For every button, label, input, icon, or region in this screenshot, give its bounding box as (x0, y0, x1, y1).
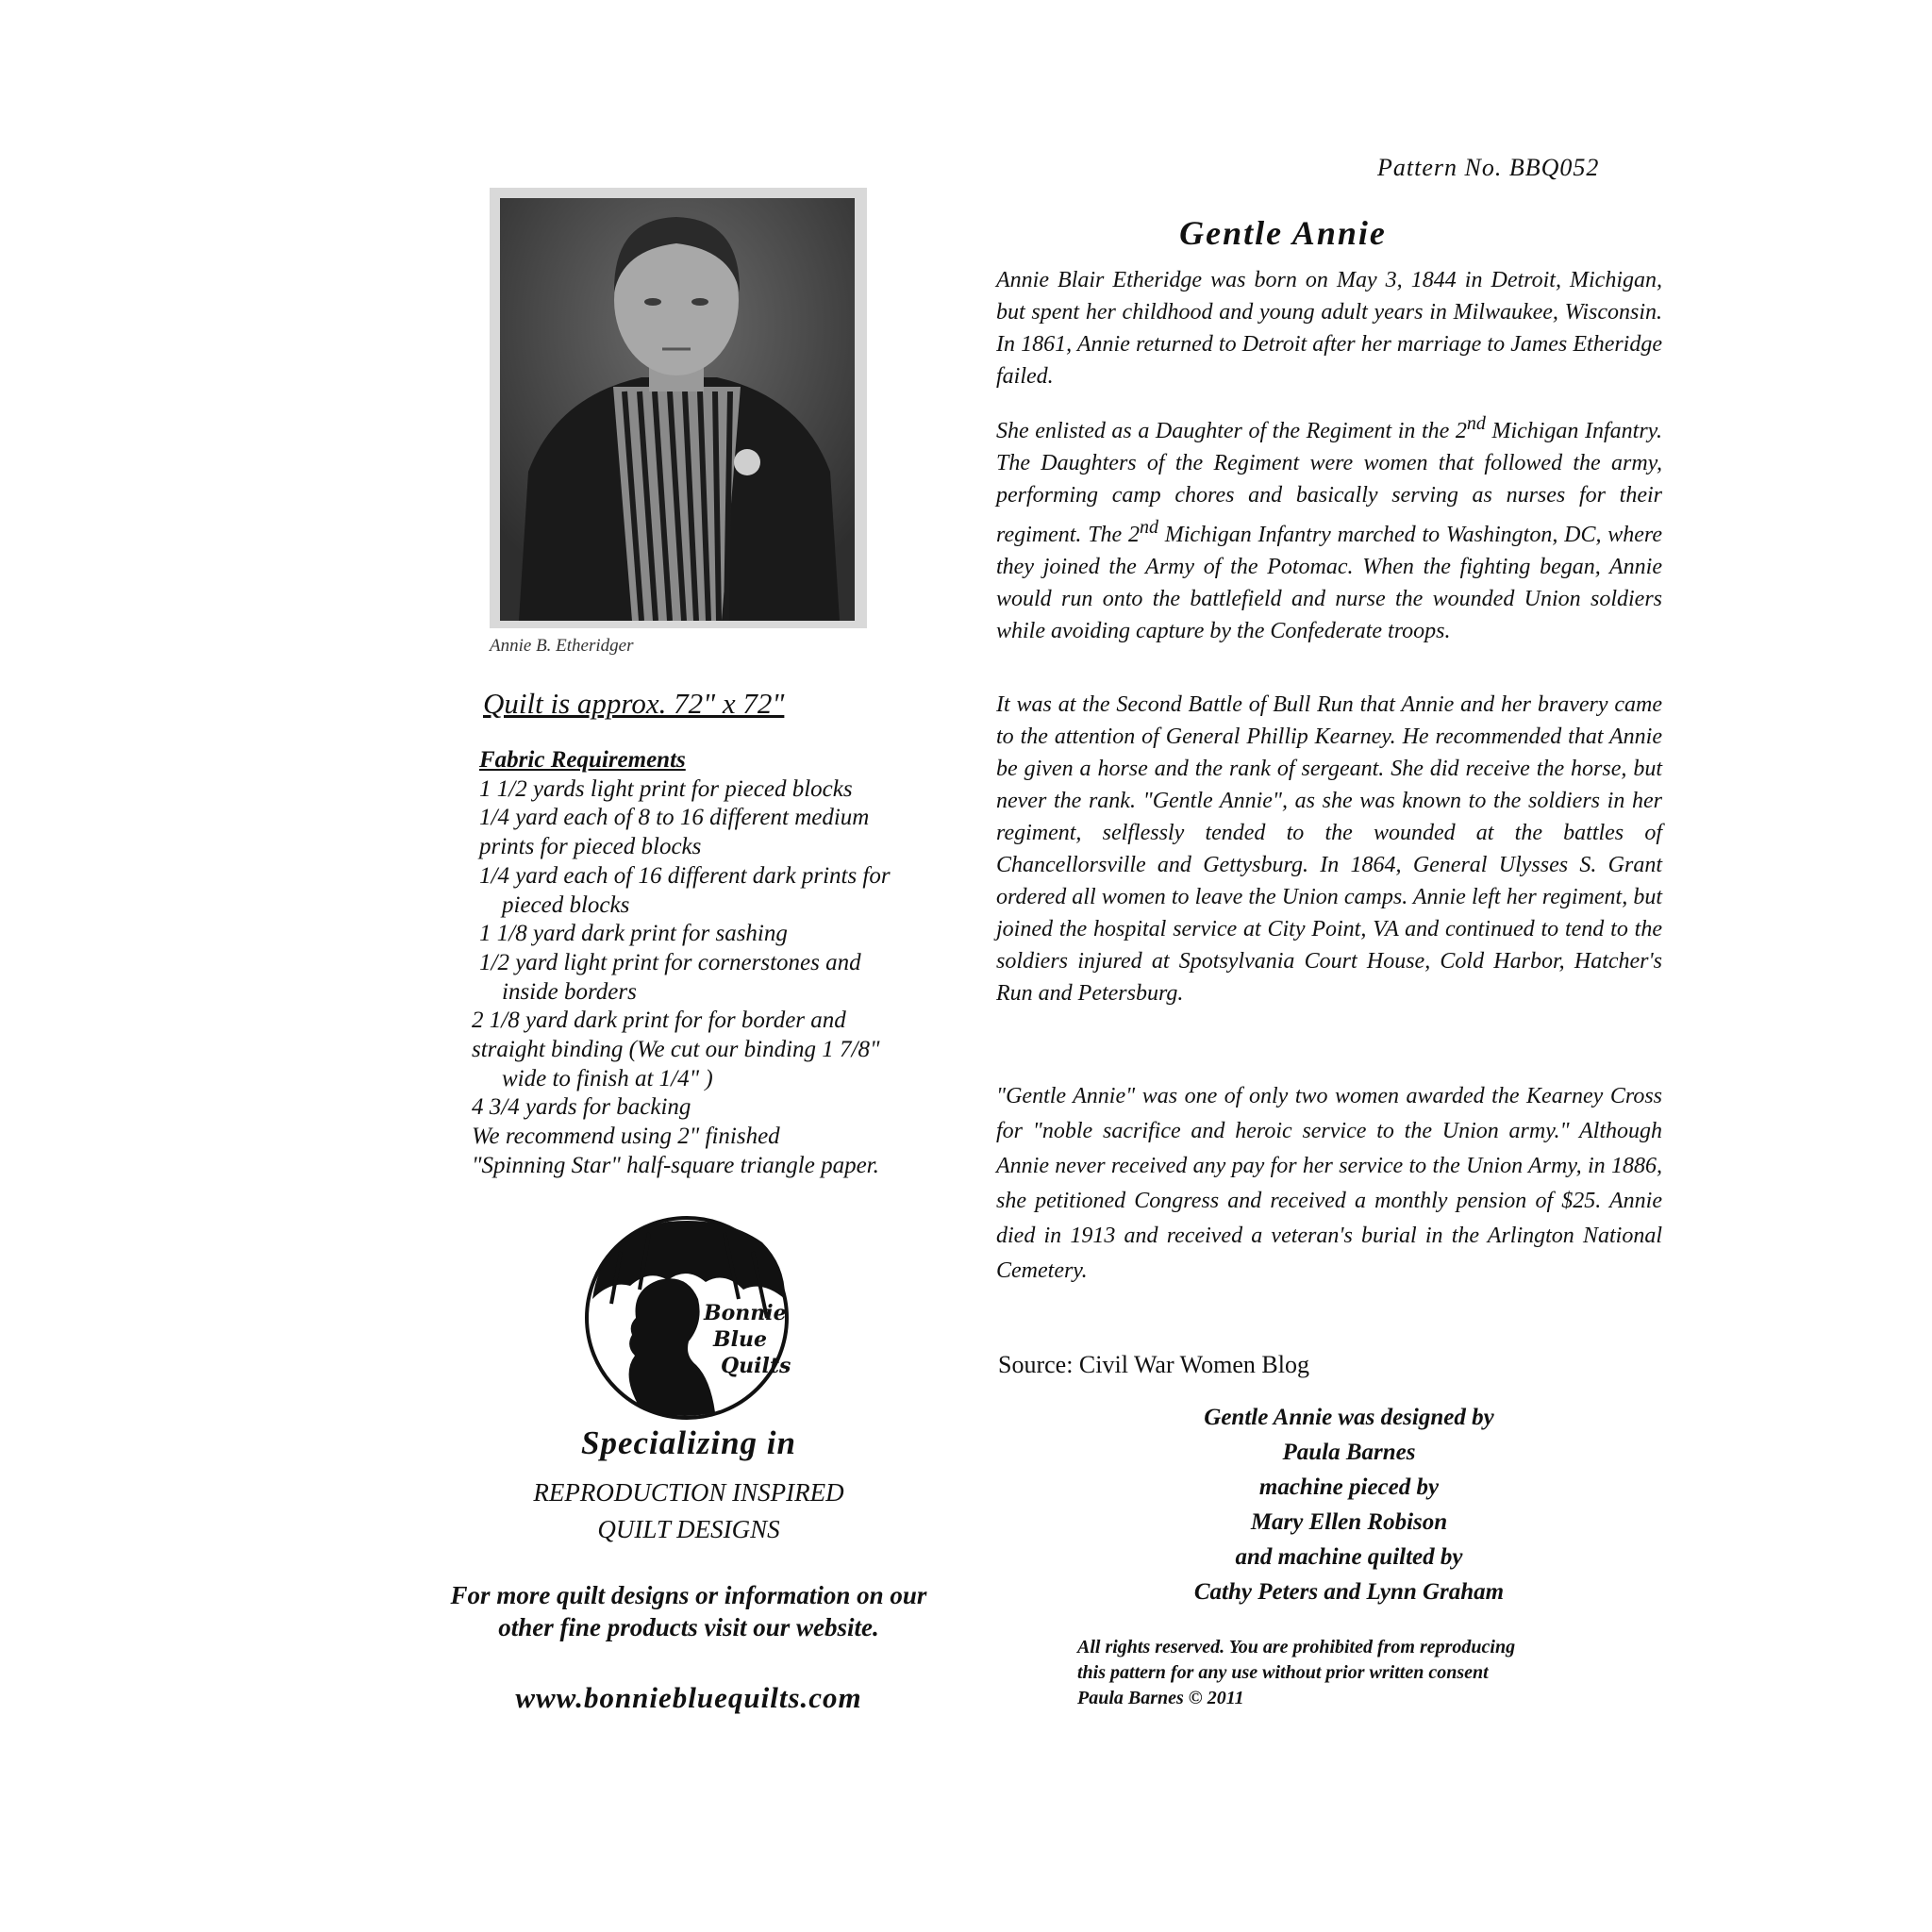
fabric-line: wide to finish at 1/4" ) (502, 1065, 713, 1091)
fabric-line: 2 1/8 yard dark print for for border and (472, 1008, 846, 1034)
more-info-text (377, 1579, 1000, 1643)
fabric-line: "Spinning Star" half-square triangle paper. (472, 1152, 879, 1178)
more-info-line-1: For more quilt designs or information on our (450, 1581, 927, 1609)
fabric-line: 1/2 yard light print for cornerstones and (479, 949, 861, 975)
fabric-line: prints for pieced blocks (479, 834, 702, 860)
story-paragraph-4: "Gentle Annie" was one of only two women awarded the Kearney Cross for "noble sacrifice and heroic service to the Union army." Although Annie never received any pay for her service to the Union Army, in 1886, she petitioned Congress and received a monthly pension of $25. Annie died in 1913 and received a veteran's burial in the Arlington National Cemetery. (996, 1084, 1662, 1283)
reproduction-line-1: REPRODUCTION INSPIRED (533, 1478, 844, 1507)
reproduction-tagline (396, 1474, 981, 1548)
story-paragraph-3: It was at the Second Battle of Bull Run that Annie and her bravery came to the attention of General Phillip Kearney. He recommended that Annie be given a horse and the rank of sergeant. She did receive the horse, but never the rank. "Gentle Annie", as she was known to the soldiers in her regiment, selflessly tended to the wounded at the battles of Chancellorsville and Gettysburg. In 1864, General Ulysses S. Grant ordered all women to leave the Union camps. Annie left her regiment, but joined the hospital service at City Point, VA and continued to tend to the soldiers injured at Spotsylvania Court House, Cold Harbor, Hatcher's Run and Petersburg. (996, 692, 1662, 1006)
credit-line: Mary Ellen Robison (1250, 1509, 1448, 1535)
credit-line: Gentle Annie was designed by (1204, 1405, 1494, 1430)
website-url: www.bonniebluequilts.com (515, 1681, 862, 1714)
ordinal-suffix: nd (1466, 413, 1486, 434)
fabric-line: 4 3/4 yards for backing (472, 1094, 691, 1121)
fabric-line: We recommend using 2" finished (472, 1124, 780, 1150)
credit-line: Paula Barnes (1282, 1440, 1416, 1465)
fabric-line: inside borders (502, 978, 637, 1005)
fabric-requirements-title: Fabric Requirements (479, 747, 686, 773)
fabric-line: 1 1/8 yard dark print for sashing (479, 921, 788, 947)
fabric-line: 1/4 yard each of 8 to 16 different medium (479, 805, 870, 831)
credit-line: Cathy Peters and Lynn Graham (1193, 1579, 1505, 1605)
logo-text-quilts: Quilts (721, 1354, 791, 1378)
pattern-number: Pattern No. BBQ052 (1377, 154, 1600, 181)
paragraph-2-text-a: She enlisted as a Daughter of the Regiment in the 2 (996, 419, 1467, 443)
fabric-line: 1 1/2 yards light print for pieced blocks (479, 775, 853, 802)
source-citation: Source: Civil War Women Blog (998, 1351, 1309, 1378)
specializing-heading: Specializing in (581, 1424, 796, 1461)
logo-text-bonnie: Bonnie (704, 1301, 787, 1325)
pattern-title: Gentle Annie (1179, 214, 1387, 252)
bonnie-blue-quilts-logo (583, 1214, 791, 1422)
fabric-requirements (472, 746, 962, 1181)
fabric-line: straight binding (We cut our binding 1 7/8" (472, 1037, 880, 1063)
rights-line: All rights reserved. You are prohibited from reproducing (1077, 1637, 1516, 1657)
story-paragraph-2 (996, 408, 1662, 647)
logo-text-blue: Blue (713, 1327, 767, 1352)
paragraph-2-text-b: Michigan Infantry. The Daughters of the Regiment were women that followed the army, performing camp chores and basically serving as nurses for their regiment. The 2 (996, 419, 1662, 547)
portrait-photo (500, 198, 855, 621)
ordinal-suffix: nd (1139, 517, 1158, 538)
credit-line: and machine quilted by (1235, 1544, 1463, 1570)
rights-line: this pattern for any use without prior written consent (1077, 1662, 1489, 1683)
quilt-size: Quilt is approx. 72" x 72" (483, 687, 785, 720)
fabric-line: 1/4 yard each of 16 different dark prints for (479, 862, 891, 889)
design-credits (1085, 1400, 1613, 1609)
paragraph-2-text-c: Michigan Infantry marched to Washington, DC, where they joined the Army of the Potomac. When the fighting began, Annie would run onto the battlefield and nurse the wounded Union soldiers while avoiding capture by the Confederate troops. (996, 523, 1662, 643)
reproduction-line-2: QUILT DESIGNS (597, 1515, 780, 1543)
credit-line: machine pieced by (1258, 1474, 1440, 1500)
portrait-photo-frame (490, 188, 867, 628)
story-paragraph-1: Annie Blair Etheridge was born on May 3, 1844 in Detroit, Michigan, but spent her childhood and young adult years in Milwaukee, Wisconsin. In 1861, Annie returned to Detroit after her marriage to James Etheridge failed. (996, 268, 1662, 389)
rights-line: Paula Barnes © 2011 (1077, 1688, 1244, 1708)
photo-caption: Annie B. Etheridger (490, 636, 634, 656)
fabric-line: pieced blocks (502, 891, 630, 918)
more-info-line-2: other fine products visit our website. (498, 1613, 879, 1641)
copyright-notice (1077, 1635, 1662, 1711)
